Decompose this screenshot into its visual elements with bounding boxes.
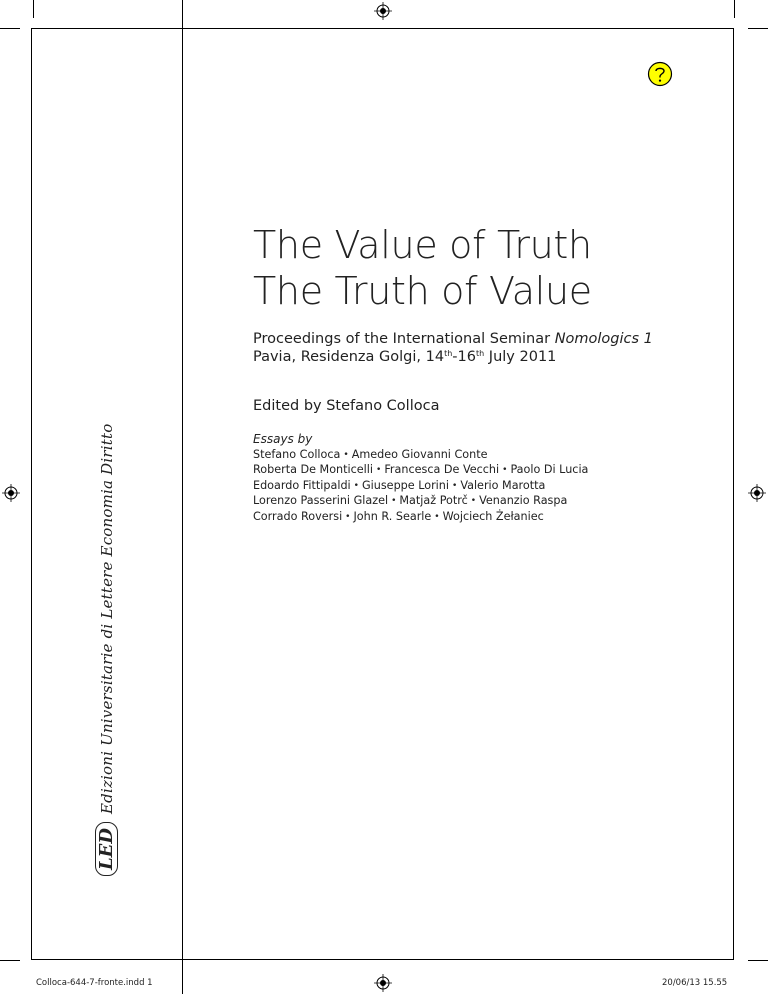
author-list	[253, 448, 588, 525]
proceedings-line-2: Pavia, Residenza Golgi, 14th-16th July 2011	[253, 349, 557, 365]
registration-mark-icon	[374, 2, 392, 20]
publisher-logo: LED	[95, 822, 118, 876]
registration-mark-icon	[748, 484, 766, 502]
proceedings-info	[253, 330, 653, 366]
publisher-imprint	[96, 424, 117, 876]
crop-mark	[0, 960, 20, 961]
crop-mark	[748, 28, 768, 29]
title-line-1: The Value of Truth	[253, 223, 592, 267]
file-slug: Colloca-644-7-fronte.indd 1	[36, 978, 153, 988]
crop-mark	[748, 960, 768, 961]
author-row: Roberta De Monticelli • Francesca De Vecchi • Paolo Di Lucia	[253, 463, 589, 477]
book-title	[253, 222, 592, 314]
spine-line	[182, 0, 183, 994]
help-question-icon[interactable]	[647, 61, 673, 87]
author-row: Edoardo Fittipaldi • Giuseppe Lorini • Valerio Marotta	[253, 478, 546, 492]
publisher-name: Edizioni Universitarie di Lettere Economia Diritto	[98, 423, 116, 814]
proceedings-line-1: Proceedings of the International Seminar Nomologics 1	[253, 331, 653, 347]
registration-mark-icon	[374, 974, 392, 992]
essays-label: Essays by	[253, 432, 313, 446]
crop-mark	[734, 0, 735, 18]
crop-mark	[33, 0, 34, 18]
author-row: Stefano Colloca • Amedeo Giovanni Conte	[253, 448, 488, 461]
author-row: Corrado Roversi • John R. Searle • Wojciech Żełaniec	[253, 509, 544, 523]
crop-mark	[0, 28, 20, 29]
editor-credit: Edited by Stefano Colloca	[253, 398, 440, 414]
date-slug: 20/06/13 15.55	[662, 978, 728, 988]
registration-mark-icon	[2, 484, 20, 502]
author-row: Lorenzo Passerini Glazel • Matjaž Potrč • Venanzio Raspa	[253, 494, 568, 508]
title-line-2: The Truth of Value	[253, 269, 592, 313]
